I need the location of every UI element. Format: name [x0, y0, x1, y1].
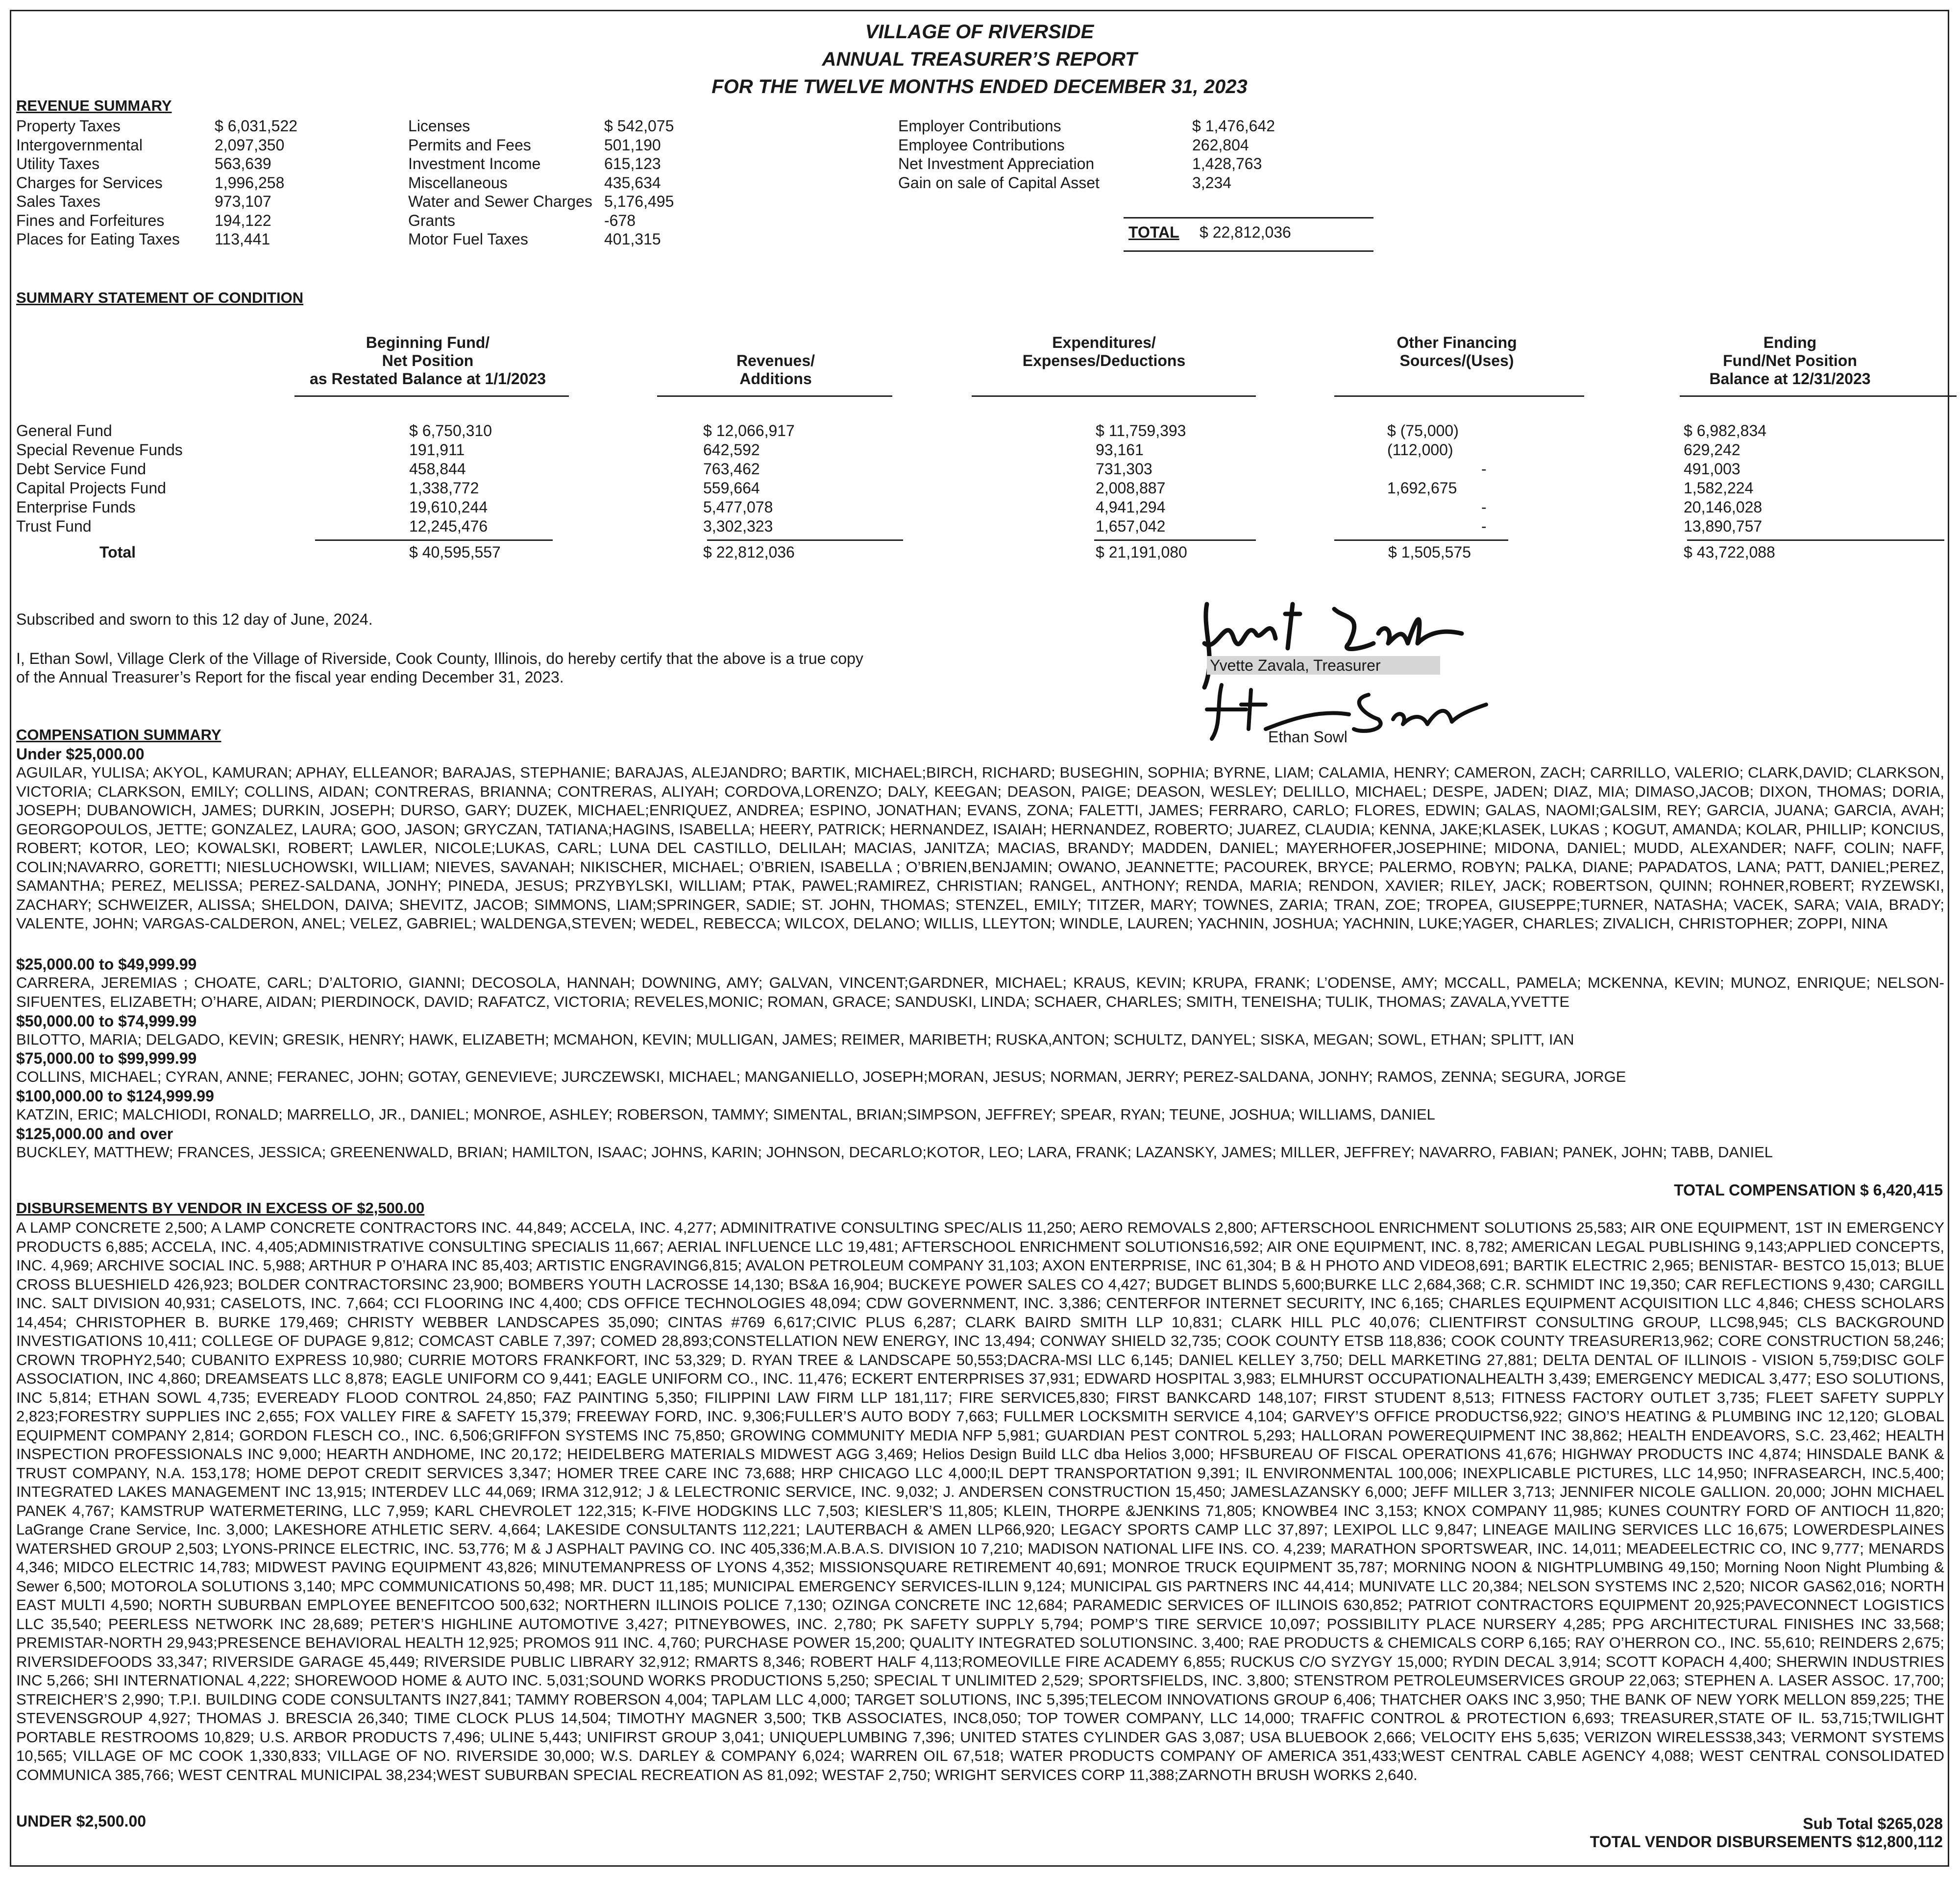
beginning-balance: 12,245,476 [409, 517, 488, 535]
revenue-label: Charges for Services [16, 173, 163, 192]
revenue-label: Investment Income [408, 155, 541, 172]
revenue-label: Employer Contributions [898, 117, 1061, 135]
revenue-label: Miscellaneous [408, 173, 508, 192]
revenue-label: Grants [408, 211, 456, 229]
revenue-value: 1,428,763 [1192, 155, 1262, 172]
vendor-disbursements-list: A LAMP CONCRETE 2,500; A LAMP CONCRETE CONTRACTORS INC. 44,849; ACCELA, INC. 4,277; ADMINITRATIVE CONSULTING SPEC/ALIS 11,250; AERO REMOVALS 2,800; AFTERSCHOOL ENRICHMENT SOLUTIONS 25,583; AIR ONE EQUIPMENT, 1ST IN EMERGENCY PRODUCTS 6,885; ACCELA, INC. 4,405;ADMINISTRATIVE CONSULTING SPECIALIS 11,667; AERIAL INFLUENCE LLC 19,481; AFTERSCHOOL ENRICHMENT SOLUTIONS16,592; AIR ONE EQUIPMENT, INC. 8,782; AMERICAN LEGAL PUBLISHING 9,143;APPLIED CONCEPTS, INC. 4,969; ARCHIVE SOCIAL INC. 5,988; ARTHUR P O’HARA INC 85,403; ARTISTIC ENGRAVING6,815; AVALON PETROLEUM COMPANY 31,103; AXON ENTERPRISE, INC 61,304; B & H PHOTO AND VIDEO8,691; BARTIK ELECTRIC 2,965; BENISTAR- BESTCO 15,013; BLUE CROSS BLUESHIELD 426,923; BOLDER CONTRACTORSINC 23,900; BOMBERS YOUTH LACROSSE 14,130; BS&A 16,904; BUCKEYE POWER SALES CO 4,427; BUDGET BLINDS 5,600;BURKE LLC 2,684,368; C.R. SCHMIDT INC 19,350; CAR REFLECTIONS 9,430; CARGILL INC. SALT DIVISION 40,931; CASELOTS, INC. 7,664; CCI FLOORING INC 4,400; CDS OFFICE TECHNOLOGIES 48,094; CDW GOVERNMENT, INC. 3,386; CENTERFOR INTERNET SECURITY, INC 6,165; CHARLES EQUIPMENT ACQUISITION LLC 4,846; CHESS SCHOLARS 14,454; CHRISTOPHER B. BURKE 179,469; CHRISTY WEBBER LANDSCAPES 35,090; CINTAS #769 6,617;CIVIC PLUS 6,287; CLARK BAIRD SMITH LLP 10,831; CLARK HILL PLC 40,076; CLIENTFIRST CONSULTING GROUP, LLC98,945; CLS BACKGROUND INVESTIGATIONS 10,411; COLLEGE OF DUPAGE 9,812; COMCAST CABLE 7,397; COMED 28,893;CONSTELLATION NEW ENERGY, INC 13,494; CONWAY SHIELD 32,735; COOK COUNTY ETSB 118,836; COOK COUNTY TREASURER13,962; CORE CONSTRUCTION 58,246; CROWN TROPHY2,540; CUBANITO EXPRESS 10,980; CURRIE MOTORS FRANKFORT, INC 53,329; D. RYAN TREE & LANDSCAPE 50,553;DACRA-MSI LLC 6,145; DANIEL KELLEY 3,750; DELL MARKETING 27,881; DELTA DENTAL OF ILLINOIS - VISION 5,759;DISC GOLF ASSOCIATION, INC 4,860; DREAMSEATS LLC 8,878; EAGLE UNIFORM CO 9,441; EAGLE UNIFORM CO., INC. 11,476; ECKERT ENTERPRISES 37,931; EDWARD HOSPITAL 3,983; ELMHURST OCCUPATIONALHEALTH 3,439; EMERGENCY MEDICAL 3,477; ESO SOLUTIONS, INC 5,814; ETHAN SOWL 4,735; EVEREADY FLOOD CONTROL 24,850; FAZ PAINTING 5,350; FILIPPINI LAW FIRM LLP 181,117; FIRE SERVICE5,830; FIRST BANKCARD 148,107; FIRST STUDENT 8,513; FITNESS FACTORY OUTLET 3,735; FLEET SAFETY SUPPLY 2,823;FORESTRY SUPPLIES INC 2,655; FOX VALLEY FIRE & SAFETY 15,379; FREEWAY FORD, INC. 9,306;FULLER’S AUTO BODY 7,663; FULLMER LOCKSMITH SERVICE 4,104; GARVEY’S OFFICE PRODUCTS6,922; GINO’S HEATING & PLUMBING INC 12,120; GLOBAL EQUIPMENT COMPANY 2,814; GORDON FLESCH CO., INC. 6,506;GRIFFON SYSTEMS INC 75,850; GROWING COMMUNITY MEDIA NFP 5,981; GUARDIAN PEST CONTROL 5,293; HALLORAN POWEREQUIPMENT INC 38,862; HEALTH ENDEAVORS, S.C. 23,462; HEALTH INSPECTION PROFESSIONALS INC 9,000; HEARTH ANDHOME, INC 20,172; HEIDELBERG MATERIALS MIDWEST AGG 3,469; Helios Design Build LLC dba Helios 3,000; HFSBUREAU OF FISCAL OPERATIONS 41,676; HIGHWAY PRODUCTS INC 4,874; HINSDALE BANK & TRUST COMPANY, N.A. 153,178; HOME DEPOT CREDIT SERVICES 3,347; HOMER TREE CARE INC 73,688; HRP CHICAGO LLC 4,000;IL DEPT TRANSPORTATION 9,391; IL ENVIRONMENTAL 100,006; INEXPLICABLE PICTURES, LLC 14,950; INFRASEARCH, INC.5,400; INTEGRATED LAKES MANAGEMENT INC 13,915; INTERDEV LLC 44,069; IRMA 312,912; J & LELECTRONIC SERVICE, INC. 9,032; J. ANDERSEN CONSTRUCTION 15,450; JAMESLAZANSKY 6,000; JEFF MILLER 3,713; JENNIFER NICOLE GALLION. 20,000; JOHN MICHAEL PANEK 4,767; KAMSTRUP WATERMETERING, LLC 7,959; KARL CHEVROLET 122,315; K-FIVE HODGKINS LLC 7,503; KIESLER’S 11,805; KLEIN, THORPE &JENKINS 71,805; KNOWBE4 INC 3,153; KNOX COMPANY 11,985; KUNES COUNTRY FORD OF ANTIOCH 11,820; LaGrange Crane Service, Inc. 3,000; LAKESHORE ATHLETIC SERV. 4,664; LAKESIDE CONSULTANTS 112,221; LAUTERBACH & AMEN LLP66,920; LEGACY SPORTS CAMP LLC 37,897; LEXIPOL LLC 9,847; LINEAGE MAILING SERVICES LLC 16,675; LOWERDESPLAINES WATERSHED GROUP 2,503; LYONS-PRINCE ELECTRIC, INC. 53,776; M & J ASPHALT PAVING CO. INC 405,336;M.A.B.A.S. DIVISION 10 7,210; MADISON NATIONAL LIFE INS. CO. 4,239; MARATHON SPORTSWEAR, INC. 14,011; MEADEELECTRIC CO, INC 9,777; MENARDS 4,346; MIDCO ELECTRIC 14,783; MIDWEST PAVING EQUIPMENT 43,826; MINUTEMANPRESS OF LYONS 4,352; MISSIONSQUARE RETIREMENT 40,691; MONROE TRUCK EQUIPMENT 35,787; MORNING NOON & NIGHTPLUMBING 49,150; Morning Noon Night Plumbing & Sewer 6,500; MOTOROLA SOLUTIONS 3,140; MPC COMMUNICATIONS 50,498; MR. DUCT 11,185; MUNICIPAL EMERGENCY SERVICES-ILLIN 9,124; MUNICIPAL GIS PARTNERS INC 44,414; MUNIVATE LLC 20,384; NELSON SYSTEMS INC 2,520; NICOR GAS62,016; NORTH EAST MULTI 4,590; NORTH SUBURBAN EMPLOYEE BENEFITCOO 500,632; NORTHERN ILLINOIS POLICE 7,130; OZINGA CONCRETE INC 12,684; PARAMEDIC SERVICES OF ILLINOIS 630,852; PATRIOT CONTRACTORS EQUIPMENT 20,925;PAVECONNECT LOGISTICS LLC 35,540; PEERLESS NETWORK INC 28,689; PETER’S HIGHLINE AUTOMOTIVE 3,427; PITNEYBOWES, INC. 2,780; PK SAFETY SUPPLY 5,794; POMP’S TIRE SERVICE 10,097; POSSIBILITY PLACE NURSERY 4,285; PPG ARCHITECTURAL FINISHES INC 33,568; PREMISTAR-NORTH 29,943;PRESENCE BEHAVIORAL HEALTH 12,925; PROMOS 911 INC. 4,760; PURCHASE POWER 15,200; QUALITY INTEGRATED SOLUTIONSINC. 3,400; RAE PRODUCTS & CHEMICALS CORP 6,165; RAY O’HERRON CO., INC. 55,610; REINDERS 2,675; RIVERSIDEFOODS 33,347; RIVERSIDE GARAGE 45,449; RIVERSIDE PUBLIC LIBRARY 32,912; RMARTS 8,346; ROBERT HALF 4,113;ROMEOVILLE FIRE ACADEMY 6,855; RUCKUS C/O SYZYGY 15,000; RYDIN DECAL 3,914; SCOTT KOPACH 4,400; SHERWIN INDUSTRIES INC 5,266; SHI INTERNATIONAL 4,222; SHOREWOOD HOME & AUTO INC. 5,031;SOUND WORKS PRODUCTIONS 5,250; SPECIAL T UNLIMITED 2,529; SPORTSFIELDS, INC. 3,800; STENSTROM PETROLEUMSERVICES GROUP 22,063; STEPHEN A. LASER ASSOC. 17,700; STREICHER’S 2,990; T.P.I. BUILDING CODE CONSULTANTS IN27,841; TAMMY ROBERSON 4,004; TAPLAM LLC 4,000; TARGET SOLUTIONS, INC 5,395;TELECOM INNOVATIONS GROUP 6,406; THATCHER OAKS INC 3,950; THE BANK OF NEW YORK MELLON 859,225; THE STEVENSGROUP 4,927; THOMAS J. BRESCIA 26,340; TIME CLOCK PLUS 14,504; TIMOTHY MAGNER 3,500; TKB ASSOCIATES, INC8,050; TOP TOWER COMPANY, LLC 14,000; TRAFFIC CONTROL & PROTECTION 6,693; TREASURER,STATE OF IL. 53,715;TWILIGHT PORTABLE RESTROOMS 10,829; U.S. ARBOR PRODUCTS 7,496; ULINE 5,443; UNIFIRST GROUP 3,041; UNIQUEPLUMBING 7,396; UNITED STATES CYLINDER GAS 3,087; USA BLUEBOOK 2,666; VELOCITY EHS 5,635; VERIZON WIRELESS38,343; VERMONT SYSTEMS 10,565; VILLAGE OF MC COOK 1,330,833; VILLAGE OF NO. RIVERSIDE 30,000; W.S. DARLEY & COMPANY 6,024; WARREN OIL 67,518; WATER PRODUCTS COMPANY OF AMERICA 351,433;WEST CENTRAL CABLE AGENCY 4,088; WEST CENTRAL CONSOLIDATED COMMUNICA 385,766; WEST CENTRAL MUNICIPAL 38,234;WEST SUBURBAN SPECIAL RECREATION AS 81,092; WESTAF 2,750; WRIGHT SERVICES CORP 11,388;ZARNOTH BRUSH WORKS 2,640. [16, 1219, 1944, 1783]
ending-balance: 13,890,757 [1684, 517, 1763, 535]
total-rule-other [1334, 539, 1508, 541]
revenues-additions: 5,477,078 [703, 498, 773, 516]
fund-name: Enterprise Funds [16, 498, 136, 516]
revenue-value: 401,315 [604, 230, 661, 248]
compensation-bracket-label: $25,000.00 to $49,999.99 [16, 955, 197, 973]
revenue-value: 563,639 [215, 155, 271, 172]
revenue-value: 5,176,495 [604, 193, 674, 210]
revenue-label: Gain on sale of Capital Asset [898, 173, 1100, 192]
col-header-beginning: Beginning Fund/ Net Position as Restated Balance at 1/1/2023 [309, 334, 546, 388]
revenue-value: $ 542,075 [604, 117, 674, 135]
beginning-balance: 458,844 [409, 460, 466, 478]
other-financing: $ 1,505,575 [1388, 543, 1471, 561]
disbursements-heading: DISBURSEMENTS BY VENDOR IN EXCESS OF $2,500.00 [16, 1199, 425, 1217]
revenues-additions: $ 12,066,917 [703, 422, 795, 439]
col-header-revenues: Revenues/ Additions [736, 352, 815, 388]
fund-name: Trust Fund [16, 517, 92, 535]
beginning-balance: $ 40,595,557 [409, 543, 501, 561]
report-page [10, 10, 1949, 1867]
compensation-bracket-label: $100,000.00 to $124,999.99 [16, 1087, 214, 1105]
revenue-value: 262,804 [1192, 136, 1249, 154]
revenue-label: Motor Fuel Taxes [408, 230, 528, 248]
compensation-bracket-label: $125,000.00 and over [16, 1125, 173, 1143]
revenue-value: -678 [604, 211, 636, 229]
revenue-value: 501,190 [604, 136, 661, 154]
revenues-additions: 559,664 [703, 479, 760, 497]
total-compensation: TOTAL COMPENSATION $ 6,420,415 [1674, 1181, 1943, 1199]
condition-heading: SUMMARY STATEMENT OF CONDITION [16, 289, 304, 306]
col-header-other-financing: Other Financing Sources/(Uses) [1396, 334, 1517, 369]
revenues-additions: 763,462 [703, 460, 760, 478]
revenue-label: Permits and Fees [408, 136, 531, 154]
ending-balance: 629,242 [1684, 441, 1740, 459]
expenditures: 731,303 [1096, 460, 1152, 478]
revenues-additions: 3,302,323 [703, 517, 773, 535]
header-rule-ending [1680, 395, 1957, 397]
total-rule-beginning [315, 539, 553, 541]
revenue-label: Places for Eating Taxes [16, 230, 180, 248]
revenues-additions: $ 22,812,036 [703, 543, 795, 561]
revenue-value: 973,107 [215, 193, 271, 210]
revenue-value: 615,123 [604, 155, 661, 172]
revenue-label: Water and Sewer Charges [408, 193, 592, 210]
total-vendor-disbursements: TOTAL VENDOR DISBURSEMENTS $12,800,112 [1590, 1833, 1943, 1851]
revenue-label: Sales Taxes [16, 193, 100, 210]
compensation-bracket-label: Under $25,000.00 [16, 745, 145, 763]
beginning-balance: $ 6,750,310 [409, 422, 492, 439]
revenue-value: 2,097,350 [215, 136, 285, 154]
revenue-label: Utility Taxes [16, 155, 100, 172]
fund-name: Total [99, 543, 136, 561]
expenditures: $ 11,759,393 [1096, 422, 1186, 439]
other-financing: 1,692,675 [1387, 479, 1457, 497]
total-rule-expenditures [1094, 539, 1256, 541]
revenue-label: Net Investment Appreciation [898, 155, 1095, 172]
ending-balance: $ 6,982,834 [1684, 422, 1767, 439]
total-rule-revenues [707, 539, 903, 541]
disbursements-subtotal: Sub Total $265,028 [1803, 1815, 1943, 1832]
compensation-bracket-names: BUCKLEY, MATTHEW; FRANCES, JESSICA; GREENENWALD, BRIAN; HAMILTON, ISAAC; JOHNS, KARIN; JOHNSON, DECARLO;KOTOR, LEO; LARA, FRANK; LAZANSKY, JAMES; MILLER, JEFFREY; NAVARRO, FABIAN; PANEK, JOHN; TABB, DANIEL [16, 1144, 1773, 1161]
beginning-balance: 1,338,772 [409, 479, 479, 497]
ending-balance: $ 43,722,088 [1684, 543, 1775, 561]
revenue-total-bottom-rule [1124, 250, 1373, 252]
fund-name: Debt Service Fund [16, 460, 147, 478]
revenue-total-label: TOTAL [1128, 223, 1179, 241]
fund-name: General Fund [16, 422, 112, 439]
fund-name: Capital Projects Fund [16, 479, 166, 497]
revenue-label: Employee Contributions [898, 136, 1065, 154]
revenue-label: Intergovernmental [16, 136, 143, 154]
revenue-label: Property Taxes [16, 117, 121, 135]
header-rule-revenues [657, 395, 892, 397]
expenditures: $ 21,191,080 [1096, 543, 1187, 561]
expenditures: 4,941,294 [1096, 498, 1166, 516]
revenue-total-value: $ 22,812,036 [1200, 223, 1291, 241]
header-rule-expenditures [972, 395, 1256, 397]
expenditures: 2,008,887 [1096, 479, 1166, 497]
compensation-bracket-names: BILOTTO, MARIA; DELGADO, KEVIN; GRESIK, HENRY; HAWK, ELIZABETH; MCMAHON, KEVIN; MULLIGAN, JAMES; REIMER, MARIBETH; RUSKA,ANTON; SCHULTZ, DANYEL; SISKA, MEGAN; SOWL, ETHAN; SPLITT, IAN [16, 1031, 1574, 1048]
compensation-bracket-names: COLLINS, MICHAEL; CYRAN, ANNE; FERANEC, JOHN; GOTAY, GENEVIEVE; JURCZEWSKI, MICHAEL; MANGANIELLO, JOSEPH;MORAN, JESUS; NORMAN, JERRY; PEREZ-SALDANA, JONHY; RAMOS, ZENNA; SEGURA, JORGE [16, 1068, 1626, 1085]
ending-balance: 491,003 [1684, 460, 1740, 478]
revenue-value: 113,441 [215, 230, 270, 248]
revenue-summary-heading: REVENUE SUMMARY [16, 97, 172, 114]
compensation-bracket-label: $75,000.00 to $99,999.99 [16, 1049, 197, 1067]
clerk-caption: Ethan Sowl [1268, 728, 1348, 746]
revenue-total-top-rule [1124, 217, 1373, 219]
revenue-value: $ 1,476,642 [1192, 117, 1275, 135]
treasurer-caption: Yvette Zavala, Treasurer [1207, 656, 1440, 675]
report-title-name: ANNUAL TREASURER’S REPORT [822, 49, 1137, 70]
clerk-certification-line-1: I, Ethan Sowl, Village Clerk of the Village of Riverside, Cook County, Illinois, do hereby certify that the above is a true copy [16, 650, 863, 667]
beginning-balance: 191,911 [409, 441, 465, 459]
fund-name: Special Revenue Funds [16, 441, 183, 459]
col-header-ending: Ending Fund/Net Position Balance at 12/31/2023 [1709, 334, 1871, 388]
compensation-bracket-names: CARRERA, JEREMIAS ; CHOATE, CARL; D’ALTORIO, GIANNI; DECOSOLA, HANNAH; DOWNING, AMY; GALVAN, VINCENT;GARDNER, MICHAEL; KRAUS, KEVIN; KRUPA, FRANK; L’ODENSE, AMY; MCCALL, PAMELA; MCKENNA, KEVIN; MUNOZ, ENRIQUE; NELSON-SIFUENTES, ELIZABETH; O’HARE, AIDAN; PIERDINOCK, DAVID; RAFATCZ, VICTORIA; REVELES,MONIC; ROMAN, GRACE; SANDUSKI, LINDA; SCHAER, CHARLES; SMITH, TENEISHA; TULIK, THOMAS; ZAVALA,YVETTE [16, 974, 1944, 1010]
other-financing: (112,000) [1387, 441, 1453, 459]
expenditures: 1,657,042 [1096, 517, 1166, 535]
revenue-value: 194,122 [215, 211, 271, 229]
ending-balance: 1,582,224 [1684, 479, 1754, 497]
revenue-value: 1,996,258 [215, 173, 285, 192]
compensation-bracket-names: KATZIN, ERIC; MALCHIODI, RONALD; MARRELLO, JR., DANIEL; MONROE, ASHLEY; ROBERSON, TAMMY; SIMENTAL, BRIAN;SIMPSON, JEFFREY; SPEAR, RYAN; TEUNE, JOSHUA; WILLIAMS, DANIEL [16, 1106, 1435, 1123]
compensation-bracket-label: $50,000.00 to $74,999.99 [16, 1012, 197, 1030]
other-financing: - [1481, 460, 1487, 478]
compensation-bracket-names: AGUILAR, YULISA; AKYOL, KAMURAN; APHAY, ELLEANOR; BARAJAS, STEPHANIE; BARAJAS, ALEJANDRO; BARTIK, MICHAEL;BIRCH, RICHARD; BUSEGHIN, SOPHIA; BYRNE, LIAM; CALAMIA, HENRY; CAMERON, ZACH; CARRILLO, VALERIO; CLARK,DAVID; CLARKSON, VICTORIA; CLARKSON, EMILY; COLLINS, AIDAN; CONTRERAS, BRIANNA; CONTRERAS, ALIYAH; CORDOVA,LORENZO; DALY, KEEGAN; DEASON, PAIGE; DEASON, WESLEY; DELILLO, MICHAEL; DESPE, JADEN; DIAZ, MIA; DIMASO,JACOB; DIXON, THOMAS; DORIA, JOSEPH; DUBANOWICH, JAMES; DURKIN, JOSEPH; DURSO, GARY; DUZEK, MICHAEL;ENRIQUEZ, ANDREA; ESPINO, JONATHAN; EVANS, ZONA; FALETTI, JAMES; FERRARO, CARLO; FLORES, EDWIN; GALAS, NAOMI;GALSIM, REY; GARCIA, JUANA; GARCIA, AVAH; GEORGOPOULOS, JETTE; GONZALEZ, LAURA; GOO, JASON; GRYCZAN, TATIANA;HAGINS, ISABELLA; HEERY, PATRICK; HERNANDEZ, ISAIAH; HERNANDEZ, ROBERTO; JUAREZ, CLAUDIA; KENNA, JAKE;KLASEK, LUKAS ; KOGUT, AMANDA; KOLAR, PHILLIP; KONCIUS, ROBERT; KOTOR, LEO; KOWALSKI, ROBERT; LAWLER, NICOLE;LUKAS, CARL; LUNA DEL CASTILLO, DELILAH; MACIAS, JANITZA; MACIAS, BRANDY; MADDEN, DANIEL; MAYERHOFER,JOSEPHINE; MIDONA, DANIEL; MUDD, ALEXANDER; NAFF, COLIN; NAFF, COLIN;NAVARRO, GORETTI; NIESLUCHOWSKI, WILLIAM; NIEVES, SAVANAH; NIKISCHER, MICHAEL; O’BRIEN, ISABELLA ; O’BRIEN,BENJAMIN; OWANO, JEANNETTE; PACOUREK, BRYCE; PALERMO, ROBYN; PALKA, DIANE; PAPADATOS, LANA; PATT, DANIEL;PEREZ, SAMANTHA; PEREZ, MELISSA; PEREZ-SALDANA, JONHY; PINEDA, JESUS; PRZYBYLSKI, WILLIAM; PTAK, PAWEL;RAMIREZ, CHRISTIAN; RANGEL, ANTHONY; RENDA, MARIA; RENDON, XAVIER; RILEY, JACK; ROBERTSON, QUINN; ROHNER,ROBERT; RYZEWSKI, ZACHARY; SCHWEIZER, ALISSA; SHELDON, DAIVA; SHEVITZ, JACOB; SIMMONS, LIAM;SPRINGER, SADIE; ST. JOHN, THOMAS; STENZEL, EMILY; TITZER, MARY; TOWNES, ZARIA; TRAN, ZOE; TROPEA, GIUSEPPE;TURNER, NATASHA; VACEK, SARA; VAIA, BRADY; VALENTE, JOHN; VARGAS-CALDERON, ANEL; VELEZ, GABRIEL; WALDENGA,STEVEN; WEDEL, REBECCA; WILCOX, DELANO; WILLIS, LLEYTON; WINDLE, LAUREN; YACHNIN, JOSHUA; YACHNIN, LUKE;YAGER, CHARLES; ZIVALICH, CHRISTOPHER; ZOPPI, NINA [16, 764, 1944, 932]
beginning-balance: 19,610,244 [409, 498, 488, 516]
revenue-value: 3,234 [1192, 173, 1232, 192]
clerk-certification-line-2: of the Annual Treasurer’s Report for the fiscal year ending December 31, 2023. [16, 668, 564, 686]
other-financing: - [1481, 498, 1487, 516]
revenue-value: 435,634 [604, 173, 661, 192]
other-financing: - [1481, 517, 1487, 535]
sworn-statement: Subscribed and sworn to this 12 day of June, 2024. [16, 610, 373, 628]
expenditures: 93,161 [1096, 441, 1144, 459]
total-rule-ending [1687, 539, 1944, 541]
other-financing: $ (75,000) [1387, 422, 1459, 439]
revenue-label: Fines and Forfeitures [16, 211, 165, 229]
report-title-period: FOR THE TWELVE MONTHS ENDED DECEMBER 31, 2023 [711, 76, 1248, 98]
col-header-expenditures: Expenditures/ Expenses/Deductions [1022, 334, 1186, 369]
revenue-value: $ 6,031,522 [215, 117, 298, 135]
compensation-heading: COMPENSATION SUMMARY [16, 726, 221, 743]
revenue-label: Licenses [408, 117, 470, 135]
header-rule-beginning [294, 395, 569, 397]
revenues-additions: 642,592 [703, 441, 760, 459]
under-threshold-label: UNDER $2,500.00 [16, 1812, 147, 1830]
header-rule-other [1334, 395, 1584, 397]
ending-balance: 20,146,028 [1684, 498, 1763, 516]
report-title-village: VILLAGE OF RIVERSIDE [865, 21, 1094, 43]
